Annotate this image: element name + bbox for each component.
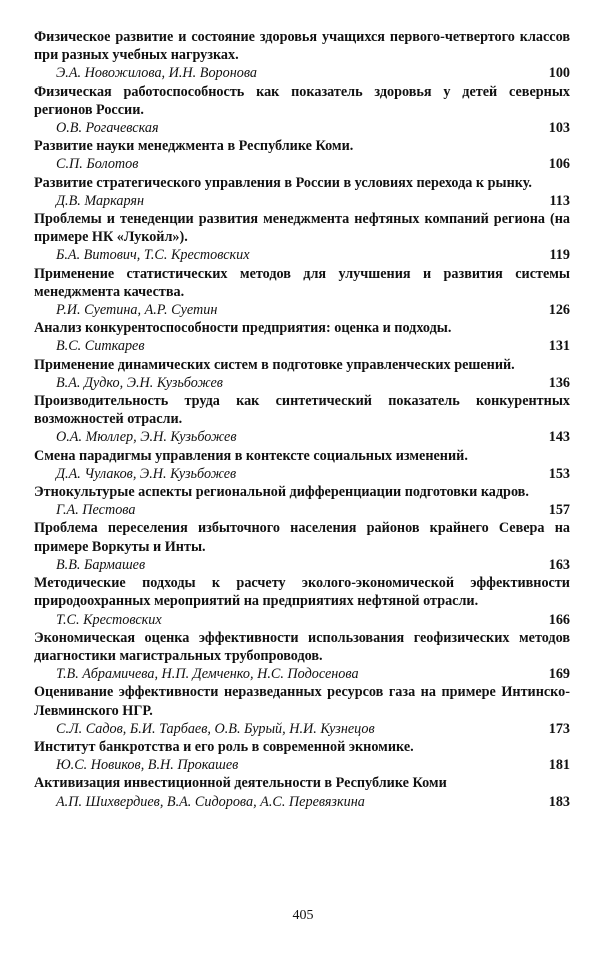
entry-authors: С.П. Болотов xyxy=(56,156,139,173)
entry-title: Этнокультурые аспекты региональной дифференциации подготовки кадров. xyxy=(34,484,529,501)
entry-author-row xyxy=(34,793,570,811)
entry-author-row xyxy=(34,465,570,483)
entry-authors: Д.А. Чулаков, Э.Н. Кузьбожев xyxy=(56,465,237,482)
entry-author-row xyxy=(34,192,570,210)
toc-entry xyxy=(34,574,570,629)
toc-entry xyxy=(34,392,570,447)
entry-authors: Э.А. Новожилова, И.Н. Воронова xyxy=(56,65,258,82)
entry-page-number: 157 xyxy=(548,502,570,519)
toc-entry xyxy=(34,629,570,684)
entry-author-row xyxy=(34,665,570,683)
entry-author-row xyxy=(34,556,570,574)
entry-page-number: 173 xyxy=(548,720,570,737)
table-of-contents xyxy=(34,28,570,811)
entry-page-number: 166 xyxy=(548,611,570,628)
toc-entry xyxy=(34,483,570,519)
toc-entry xyxy=(34,683,570,738)
entry-page-number: 143 xyxy=(548,429,570,446)
entry-authors: Ю.С. Новиков, В.Н. Прокашев xyxy=(56,757,239,774)
entry-title: Анализ конкурентоспособности предприятия: оценка и подходы. xyxy=(34,320,452,337)
entry-title: Производительность труда как синтетический показатель конкурентных возможностей отрасли. xyxy=(34,393,570,428)
entry-title: Институт банкротства и его роль в современной экномике. xyxy=(34,738,414,755)
toc-entry xyxy=(34,774,570,810)
entry-page-number: 103 xyxy=(548,120,570,137)
toc-entry xyxy=(34,83,570,138)
entry-page-number: 169 xyxy=(548,666,570,683)
entry-page-number: 126 xyxy=(548,302,570,319)
entry-authors: В.В. Бармашев xyxy=(56,556,146,573)
entry-page-number: 106 xyxy=(548,156,570,173)
toc-entry xyxy=(34,210,570,265)
entry-authors: Т.В. Абрамичева, Н.П. Демченко, Н.С. Подосенова xyxy=(56,666,359,683)
entry-authors: Р.И. Суетина, А.Р. Суетин xyxy=(56,302,218,319)
entry-authors: В.С. Ситкарев xyxy=(56,338,145,355)
entry-page-number: 113 xyxy=(549,192,570,209)
entry-page-number: 163 xyxy=(548,556,570,573)
entry-title: Проблемы и тенеденции развития менеджмента нефтяных компаний региона (на примере НК «Лукойл»). xyxy=(34,211,570,246)
entry-author-row xyxy=(34,720,570,738)
entry-author-row xyxy=(34,611,570,629)
entry-author-row xyxy=(34,374,570,392)
entry-author-row xyxy=(34,501,570,519)
entry-authors: Т.С. Крестовских xyxy=(56,611,162,628)
toc-entry xyxy=(34,265,570,320)
toc-entry xyxy=(34,519,570,574)
entry-author-row xyxy=(34,119,570,137)
entry-title: Проблема переселения избыточного населения районов крайнего Севера на примере Воркуты и Инты. xyxy=(34,520,570,555)
entry-title: Развитие стратегического управления в России в условиях перехода к рынку. xyxy=(34,174,532,191)
toc-entry xyxy=(34,319,570,355)
entry-title: Физическое развитие и состояние здоровья учащихся первого-четвертого классов при разных учебных нагрузках. xyxy=(34,29,570,64)
entry-authors: В.А. Дудко, Э.Н. Кузьбожев xyxy=(56,374,223,391)
page-number: 405 xyxy=(292,908,314,923)
entry-title: Методические подходы к расчету эколого-экономической эффективности природоохранных мероприятий на предприятиях нефтяной отрасли. xyxy=(34,575,570,610)
entry-page-number: 136 xyxy=(548,374,570,391)
entry-author-row xyxy=(34,337,570,355)
entry-title: Смена парадигмы управления в контексте социальных изменений. xyxy=(34,447,468,464)
entry-title: Применение статистических методов для улучшения и развития системы менеджмента качества. xyxy=(34,265,570,300)
entry-author-row xyxy=(34,301,570,319)
entry-author-row xyxy=(34,64,570,82)
entry-page-number: 181 xyxy=(548,757,570,774)
entry-author-row xyxy=(34,155,570,173)
entry-authors: Б.А. Витович, Т.С. Крестовских xyxy=(56,247,250,264)
entry-title: Физическая работоспособность как показатель здоровья у детей северных регионов России. xyxy=(34,83,570,118)
entry-title: Применение динамических систем в подготовке управленческих решений. xyxy=(34,356,515,373)
toc-entry xyxy=(34,137,570,173)
entry-title: Экономическая оценка эффективности использования геофизических методов диагностики магистральных трубопроводов. xyxy=(34,629,570,664)
toc-entry xyxy=(34,447,570,483)
entry-authors: С.Л. Садов, Б.И. Тарбаев, О.В. Бурый, Н.И. Кузнецов xyxy=(56,720,375,737)
toc-entry xyxy=(34,738,570,774)
entry-authors: Г.А. Пестова xyxy=(56,502,136,519)
entry-title: Оценивание эффективности неразведанных ресурсов газа на примере Интинско-Левминского НГР. xyxy=(34,684,570,719)
entry-page-number: 131 xyxy=(548,338,570,355)
entry-authors: О.В. Рогачевская xyxy=(56,120,159,137)
entry-authors: Д.В. Маркарян xyxy=(56,192,145,209)
entry-authors: О.А. Мюллер, Э.Н. Кузьбожев xyxy=(56,429,237,446)
entry-page-number: 183 xyxy=(548,793,570,810)
toc-entry xyxy=(34,356,570,392)
toc-entry xyxy=(34,28,570,83)
entry-author-row xyxy=(34,428,570,446)
entry-page-number: 153 xyxy=(548,465,570,482)
toc-entry xyxy=(34,174,570,210)
entry-page-number: 100 xyxy=(548,65,570,82)
entry-title: Активизация инвестиционной деятельности в Республике Коми xyxy=(34,775,447,792)
entry-title: Развитие науки менеджмента в Республике Коми. xyxy=(34,138,354,155)
entry-author-row xyxy=(34,246,570,264)
entry-authors: А.П. Шихвердиев, В.А. Сидорова, А.С. Перевязкина xyxy=(56,793,365,810)
entry-author-row xyxy=(34,756,570,774)
entry-page-number: 119 xyxy=(549,247,570,264)
